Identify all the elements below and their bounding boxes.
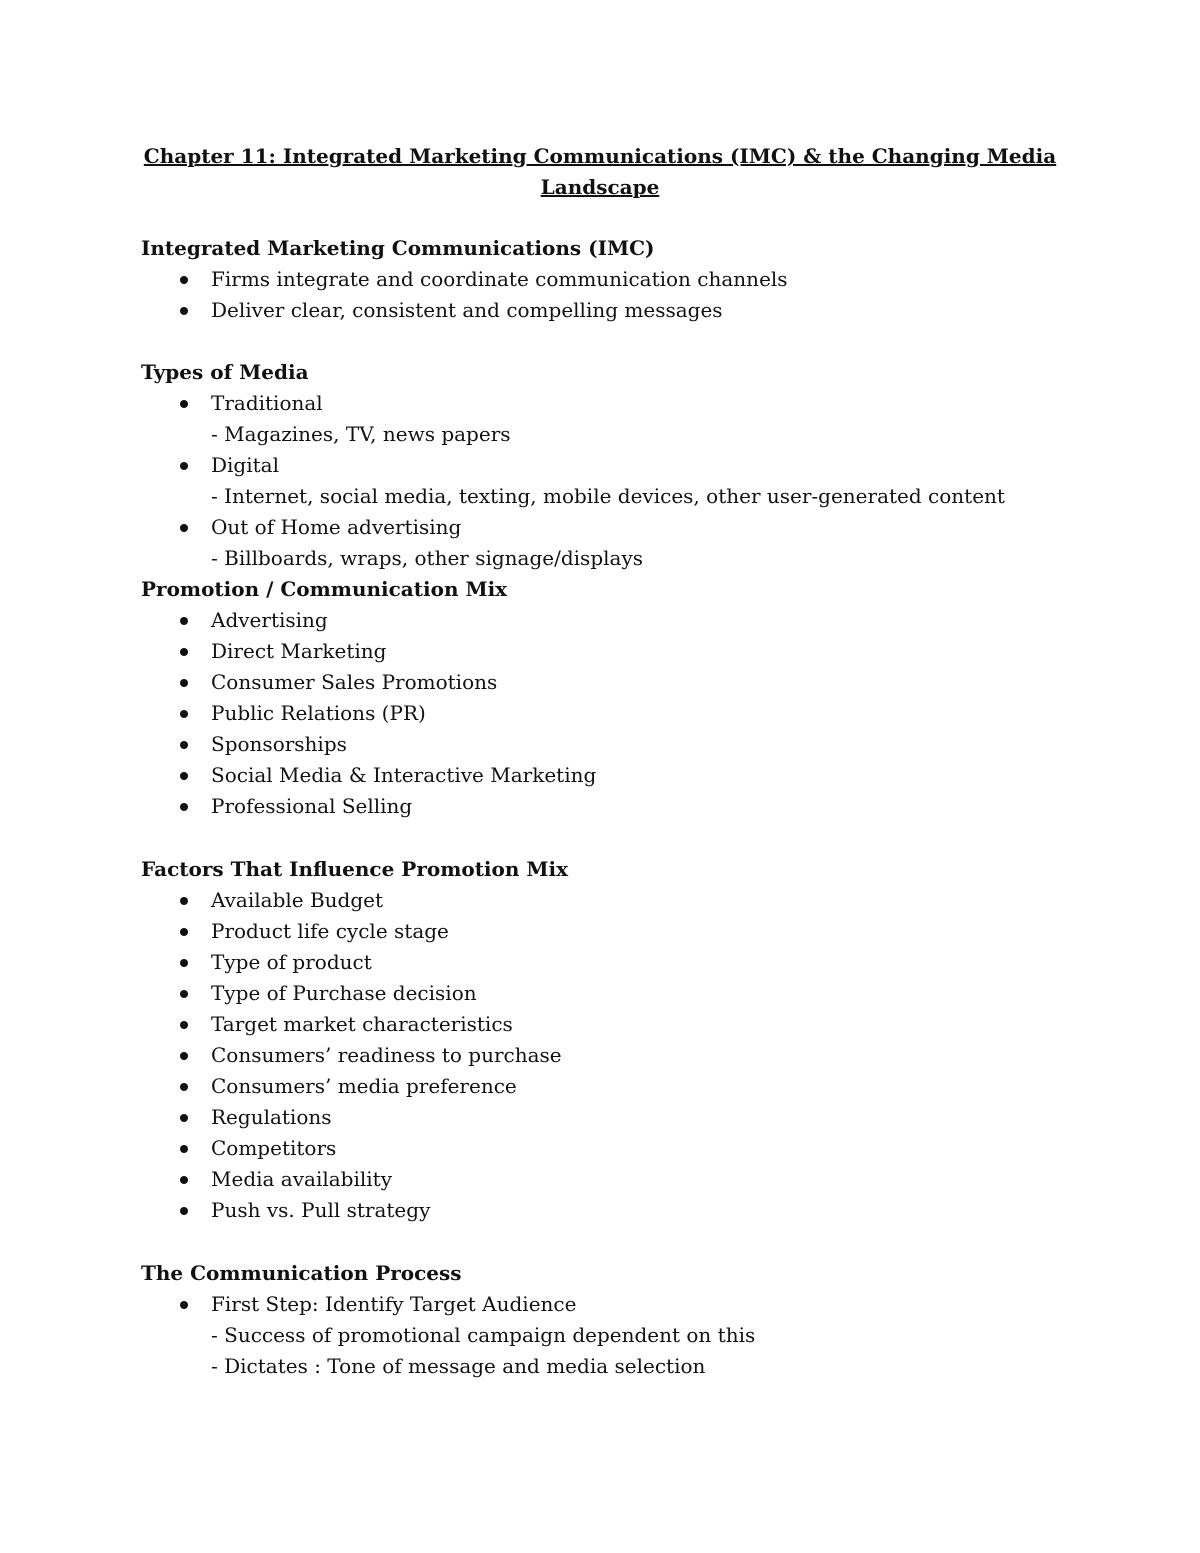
section-heading-types-of-media: Types of Media	[141, 360, 309, 384]
list-subitem: - Billboards, wraps, other signage/displays	[211, 546, 644, 570]
section-heading-imc: Integrated Marketing Communications (IMC)	[141, 236, 655, 260]
list-item: Competitors	[211, 1133, 336, 1164]
section-heading-communication-process: The Communication Process	[141, 1261, 462, 1285]
list-subitem: - Success of promotional campaign dependent on this	[211, 1323, 756, 1347]
list-item: Consumer Sales Promotions	[211, 667, 497, 698]
list-subitem: - Dictates : Tone of message and media selection	[211, 1354, 706, 1378]
list-item: Out of Home advertising	[211, 512, 461, 543]
list-item: Consumers’ media preference	[211, 1071, 517, 1102]
list-item: Professional Selling	[211, 791, 412, 822]
page-title	[141, 141, 1059, 203]
section-heading-factors: Factors That Influence Promotion Mix	[141, 857, 569, 881]
title-line-2: Landscape	[540, 175, 660, 199]
list-item: Social Media & Interactive Marketing	[211, 760, 596, 791]
list-item: Product life cycle stage	[211, 916, 449, 947]
list-item: Type of product	[211, 947, 372, 978]
list-item: Deliver clear, consistent and compelling messages	[211, 295, 723, 326]
list-item: Sponsorships	[211, 729, 347, 760]
list-item: Consumers’ readiness to purchase	[211, 1040, 562, 1071]
list-item: Target market characteristics	[211, 1009, 513, 1040]
list-item: First Step: Identify Target Audience	[211, 1289, 576, 1320]
list-item: Push vs. Pull strategy	[211, 1195, 430, 1226]
title-line-1: Chapter 11: Integrated Marketing Communications (IMC) & the Changing Media	[143, 144, 1057, 168]
list-item: Direct Marketing	[211, 636, 386, 667]
list-item: Type of Purchase decision	[211, 978, 477, 1009]
list-item: Firms integrate and coordinate communication channels	[211, 264, 788, 295]
list-item: Traditional	[211, 388, 323, 419]
list-subitem: - Magazines, TV, news papers	[211, 422, 511, 446]
list-item: Public Relations (PR)	[211, 698, 426, 729]
section-heading-promotion-mix: Promotion / Communication Mix	[141, 577, 508, 601]
list-item: Digital	[211, 450, 279, 481]
list-item: Regulations	[211, 1102, 332, 1133]
list-subitem: - Internet, social media, texting, mobile devices, other user-generated content	[211, 484, 1005, 508]
list-item: Media availability	[211, 1164, 392, 1195]
list-item: Available Budget	[211, 885, 383, 916]
list-item: Advertising	[211, 605, 328, 636]
